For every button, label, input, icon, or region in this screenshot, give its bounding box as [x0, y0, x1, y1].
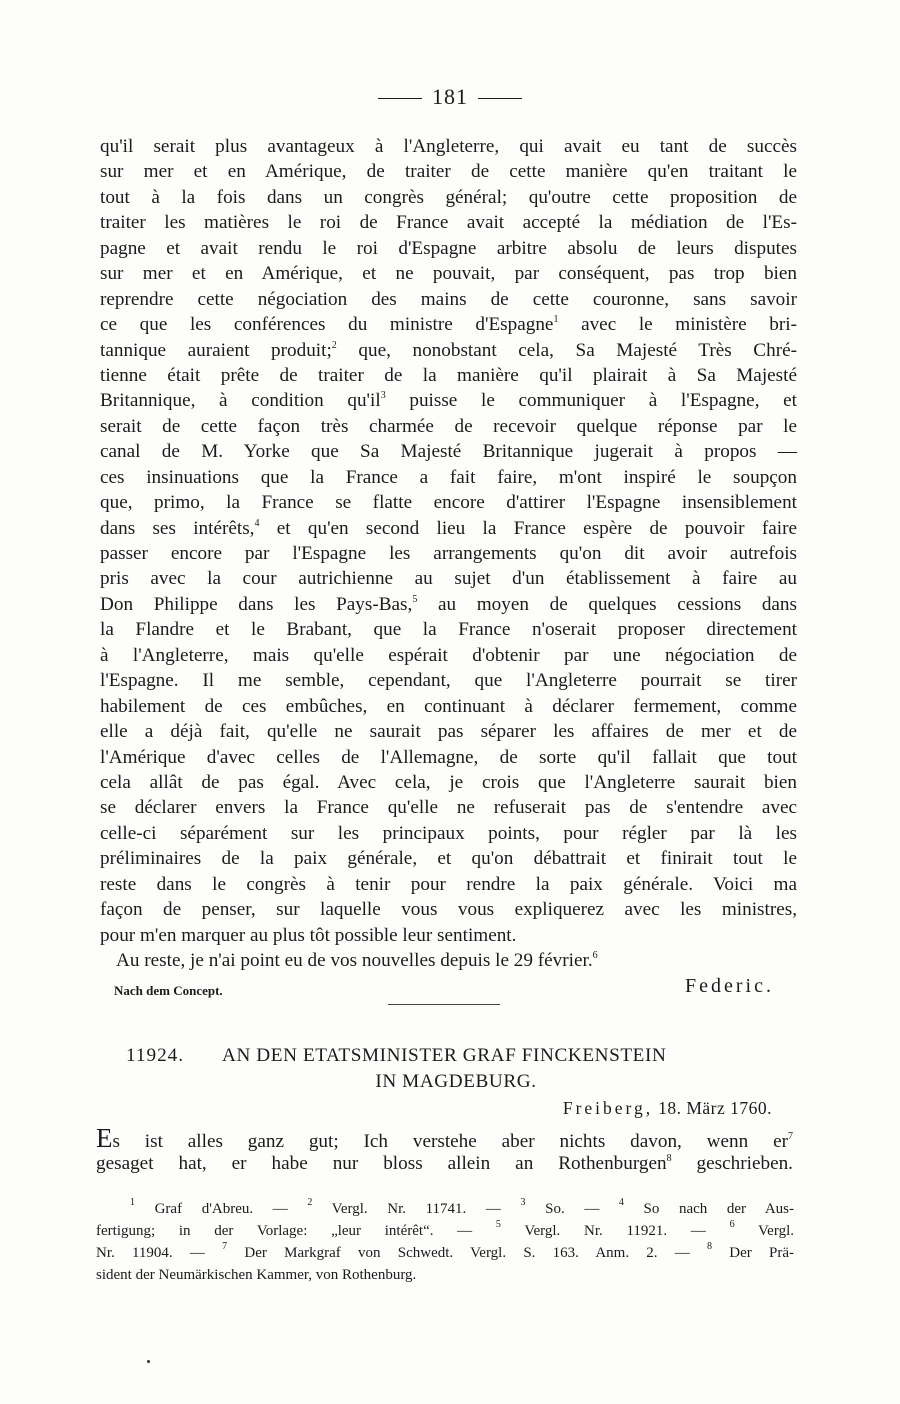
- paragraph-line: canal de M. Yorke que Sa Majesté Britannique jugerait à propos —: [100, 441, 797, 463]
- letter-line-1-text: s ist alles ganz gut; Ich verstehe aber nichts davon, wenn $er^7$: [112, 1131, 793, 1152]
- paragraph-line: dans ses intérêts,$^4$ et qu'en second lieu la France espère de pouvoir faire: [100, 517, 797, 539]
- footnote-line: sident der Neumärkischen Kammer, von Rothenburg.: [96, 1267, 417, 1283]
- paragraph-line: Britannique, à condition $qu'il^3$ puisse le communiquer à l'Espagne, et: [100, 390, 798, 412]
- footnote-line: Nr. 11904. — $^7$ Der Markgraf von Schwedt. Vergl. S. 163. Anm. 2. — $^8$ Der Prä-: [96, 1241, 794, 1261]
- paragraph-line: la Flandre et le Brabant, que la France n'oserait proposer directement: [100, 619, 797, 641]
- paragraph-line: reprendre cette négociation des mains de cette couronne, sans savoir: [100, 288, 797, 310]
- print-speck: [147, 1360, 150, 1363]
- paragraph-line: sur mer et en Amérique, de traiter de cette manière qu'en traitant le: [100, 161, 797, 183]
- letter-body: [96, 1123, 793, 1177]
- page-number: 181: [432, 84, 468, 109]
- paragraph-line: ces insinuations que la France a fait faire, m'ont inspiré le soupçon: [100, 466, 797, 488]
- footnotes: [96, 1198, 794, 1286]
- paragraph-line: tout à la fois dans un congrès général; qu'outre cette proposition de: [100, 186, 797, 208]
- paragraph-line: tienne était prête de traiter de la manière qu'il plairait à Sa Majesté: [100, 364, 797, 386]
- paragraph-line: reste dans le congrès à tenir pour rendre la paix générale. Voici ma: [100, 873, 797, 895]
- paragraph-line: qu'il serait plus avantageux à l'Angleterre, qui avait eu tant de succès: [100, 136, 797, 157]
- header-rule-left: [378, 98, 422, 99]
- paragraph-line: à l'Angleterre, mais qu'elle espérait d'obtenir par une négociation de: [100, 644, 797, 666]
- document-number: 11924.: [126, 1045, 185, 1066]
- footnote-line: fertigung; in der Vorlage: „leur intérêt“. — $^5$ Vergl. Nr. 11921. — $^6$ Vergl.: [96, 1219, 794, 1239]
- paragraph-line: façon de penser, sur laquelle vous vous expliquerez avec les ministres,: [100, 899, 797, 921]
- paragraph-line: habilement de ces embûches, en continuant à déclarer fermement, comme: [100, 695, 797, 717]
- section-divider: [388, 1004, 500, 1005]
- paragraph-line: l'Amérique d'avec celles de l'Allemagne, de sorte qu'il fallait que tout: [100, 746, 797, 768]
- paragraph-line: se déclarer envers la France qu'elle ne refuserait pas de s'entendre avec: [100, 797, 797, 819]
- paragraph-line: pagne et avait rendu le roi d'Espagne arbitre absolu de leurs disputes: [100, 237, 797, 259]
- closing-line: Au reste, je n'ai point eu de vos nouvelles depuis le 29 février.$^6$: [116, 950, 598, 971]
- dateline: [563, 1098, 772, 1119]
- paragraph-line: cela allât de pas égal. Avec cela, je crois que l'Angleterre saurait bien: [100, 771, 797, 793]
- document-heading: [126, 1043, 766, 1095]
- paragraph-line: que, primo, la France se flatte encore d'attirer l'Espagne insensiblement: [100, 492, 797, 514]
- letter-line: [96, 1123, 793, 1153]
- paragraph-line: pour m'en marquer au plus tôt possible leur sentiment.: [100, 924, 517, 946]
- paragraph-line: celle-ci séparément sur les principaux points, pour régler par là les: [100, 822, 797, 844]
- letter-line: gesaget hat, er habe nur bloss allein an Rothenburgen$^8$ geschrieben.: [96, 1153, 793, 1175]
- paragraph-line: préliminaires de la paix générale, et qu'on débattrait et finirait tout le: [100, 848, 797, 870]
- paragraph-line: pris avec la cour autrichienne au sujet d'un établissement à faire au: [100, 568, 797, 590]
- page-number-header: [0, 84, 900, 110]
- paragraph-line: elle a déjà fait, qu'elle ne saurait pas séparer les affaires de mer et de: [100, 721, 797, 743]
- source-note: Nach dem Concept.: [114, 983, 223, 998]
- closing-block: [114, 975, 774, 1005]
- paragraph-line: traiter les matières le roi de France avait accepté la médiation de l'Es-: [100, 212, 797, 234]
- header-rule-right: [478, 98, 522, 99]
- drop-cap: E: [96, 1123, 113, 1153]
- signature: Federic.: [685, 975, 774, 997]
- footnote-line: $^1$ Graf d'Abreu. — $^2$ Vergl. Nr. 11741. — $^3$ So. — $^4$ So nach der Aus-: [130, 1197, 794, 1217]
- dateline-date: 18. März 1760.: [658, 1098, 772, 1118]
- paragraph-line: sur mer et en Amérique, et ne pouvait, par conséquent, pas trop bien: [100, 263, 797, 285]
- paragraph-line: tannique auraient produit;$^2$ que, nonobstant cela, Sa Majesté Très Chré-: [100, 339, 797, 361]
- paragraph-line: l'Espagne. Il me semble, cependant, que l'Angleterre pourrait se tirer: [100, 670, 797, 692]
- paragraph-line: passer encore par l'Espagne les arrangements qu'on dit avoir autrefois: [100, 543, 797, 564]
- dateline-place: Freiberg,: [562, 1098, 654, 1118]
- paragraph-line: Don Philippe dans les Pays-Bas,$^5$ au moyen de quelques cessions dans: [100, 593, 797, 615]
- main-paragraph: [100, 134, 797, 973]
- document-title-line-1: AN DEN ETATSMINISTER GRAF FINCKENSTEIN: [222, 1045, 667, 1066]
- document-title-line-2: IN MAGDEBURG.: [375, 1071, 537, 1092]
- paragraph-line: ce que les conférences du ministre d'Espagne$^1$ avec le ministère bri-: [100, 314, 797, 336]
- paragraph-line: serait de cette façon très charmée de recevoir quelque réponse par le: [100, 415, 797, 437]
